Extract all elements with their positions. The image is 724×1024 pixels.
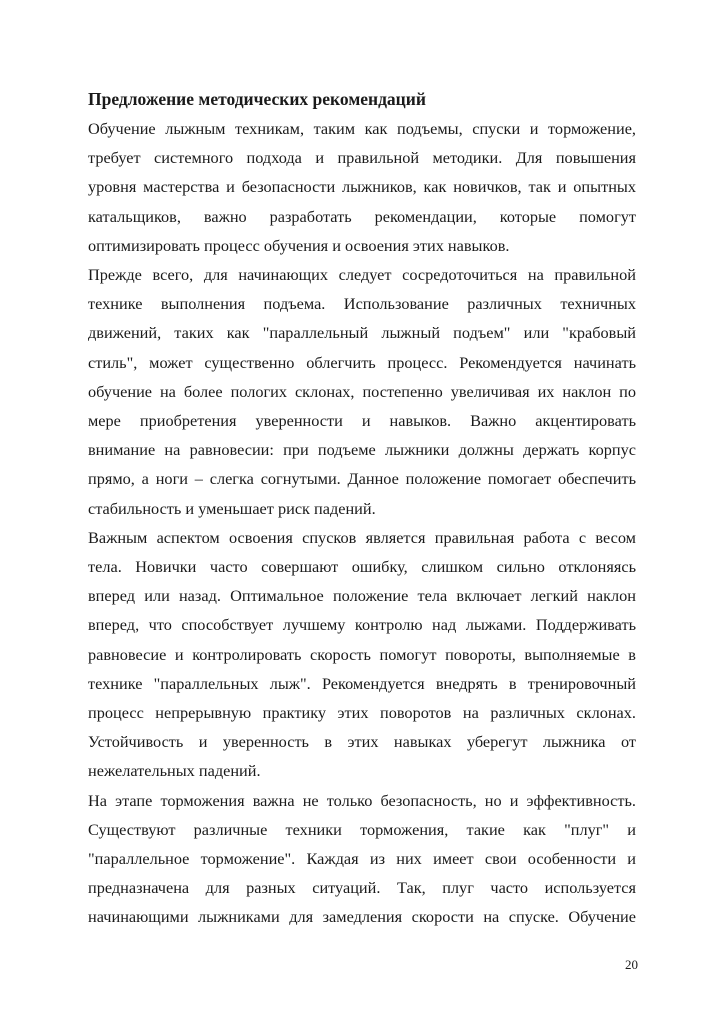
text-line: технике "параллельных лыж". Рекомендуется внедрять в тренировочный [88, 673, 636, 693]
text-line: стабильность и уменьшает риск падений. [88, 498, 376, 518]
text-line: требует системного подхода и правильной методики. Для повышения [88, 148, 636, 168]
paragraph [88, 260, 636, 523]
text-line: процесс непрерывную практику этих поворотов на различных склонах. [88, 703, 636, 723]
text-line: технике выполнения подъема. Использование различных техничных [88, 294, 636, 314]
text-line: Обучение лыжным техникам, таким как подъемы, спуски и торможение, [88, 119, 636, 138]
text-line: стиль", может существенно облегчить процесс. Рекомендуется начинать [88, 352, 636, 372]
text-line: уровня мастерства и безопасности лыжников, как новичков, так и опытных [88, 177, 636, 197]
text-line: нежелательных падений. [88, 761, 261, 781]
text-line: движений, таких как "параллельный лыжный подъем" или "крабовый [88, 323, 636, 343]
text-line: Прежде всего, для начинающих следует сосредоточиться на правильной [88, 265, 636, 285]
text-line: Важным аспектом освоения спусков является правильная работа с весом [88, 527, 636, 547]
text-line: внимание на равновесии: при подъеме лыжники должны держать корпус [88, 440, 636, 460]
text-line: равновесие и контролировать скорость помогут повороты, выполняемые в [88, 644, 636, 664]
document-page [88, 84, 636, 932]
body-text [88, 114, 636, 932]
page-number: 20 [625, 957, 638, 972]
text-line: Устойчивость и уверенность в этих навыках уберегут лыжника от [88, 732, 636, 752]
section-heading: Предложение методических рекомендаций [88, 89, 426, 109]
text-line: катальщиков, важно разработать рекомендации, которые помогут [88, 206, 636, 226]
text-line: прямо, а ноги – слегка согнутыми. Данное положение помогает обеспечить [88, 469, 636, 489]
text-line: предназначена для разных ситуаций. Так, плуг часто используется [88, 878, 636, 898]
text-line: "параллельное торможение". Каждая из них имеет свои особенности и [88, 849, 636, 869]
paragraph [88, 786, 636, 932]
text-line: оптимизировать процесс обучения и освоения этих навыков. [88, 235, 510, 255]
text-line: мере приобретения уверенности и навыков. Важно акцентировать [88, 411, 636, 431]
text-line: обучение на более пологих склонах, постепенно увеличивая их наклон по [88, 381, 636, 401]
text-line: вперед или назад. Оптимальное положение тела включает легкий наклон [88, 586, 636, 606]
text-line: На этапе торможения важна не только безопасность, но и эффективность. [88, 790, 636, 810]
text-line: тела. Новички часто совершают ошибку, слишком сильно отклоняясь [88, 557, 636, 577]
text-line: Существуют различные техники торможения, такие как "плуг" и [88, 819, 636, 839]
text-line: вперед, что способствует лучшему контролю над лыжами. Поддерживать [88, 615, 636, 635]
paragraph [88, 114, 636, 260]
text-line: начинающими лыжниками для замедления скорости на спуске. Обучение [88, 907, 636, 927]
paragraph [88, 523, 636, 786]
